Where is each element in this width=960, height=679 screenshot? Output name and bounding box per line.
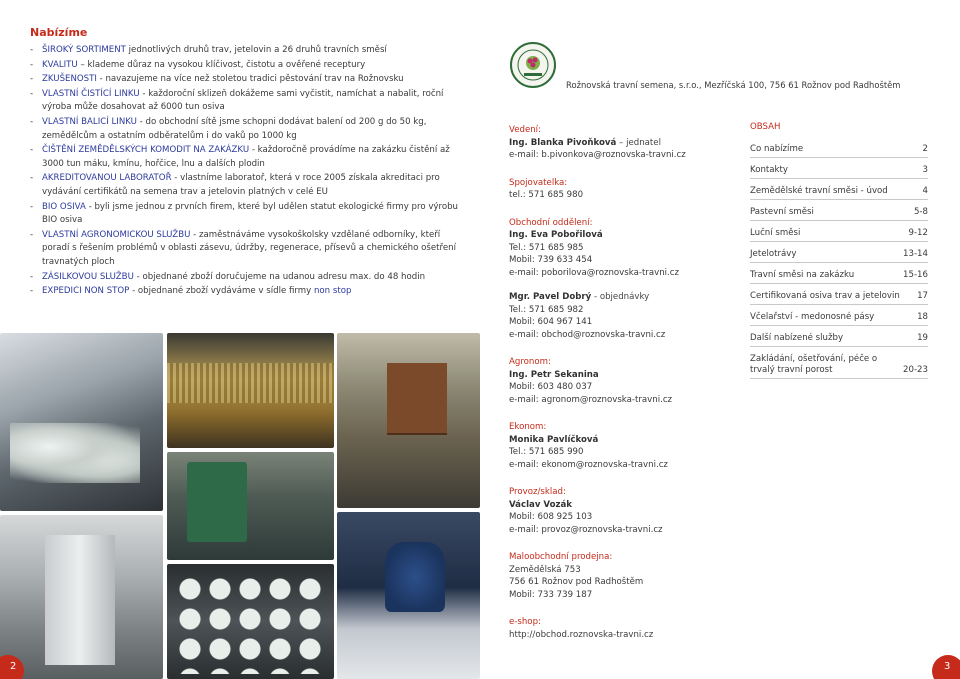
contact-label: Spojovatelka: [509, 177, 568, 188]
offer-text: jednotlivých druhů trav, jetelovin a 26 druhů travních směsí [125, 45, 387, 55]
contact-name: Mgr. Pavel Dobrý [509, 292, 592, 302]
toc-label: Zemědělské travní směsi - úvod [750, 186, 888, 196]
eshop-link[interactable]: http://obchod.roznovska-travni.cz [509, 629, 654, 640]
toc-label: Luční směsi [750, 228, 801, 238]
photo-machinery [167, 452, 334, 560]
offer-tail: non stop [313, 286, 352, 297]
contact-email[interactable]: e-mail: provoz@roznovska-travni.cz [509, 524, 663, 535]
photo-warehouse [337, 333, 480, 508]
contact-management [509, 124, 729, 162]
company-address: Rožnovská travní semena, s.r.o., Mezříčská 100, 756 61 Rožnov pod Radhoštěm [566, 80, 901, 90]
photo-worker-sacks [337, 512, 480, 679]
photo-germination-dishes [167, 564, 334, 679]
offer-key: BIO OSIVA [42, 201, 86, 212]
list-item [28, 172, 468, 199]
list-item [28, 73, 468, 87]
offer-title: Nabízíme [30, 26, 88, 39]
contact-label: e-shop: [509, 617, 541, 627]
toc-item[interactable] [750, 200, 928, 221]
offer-key: EXPEDICI NON STOP [42, 286, 130, 297]
offer-key: ZÁSILKOVOU SLUŽBU [42, 271, 134, 282]
contact-mobile: Mobil: 604 967 141 [509, 317, 593, 327]
page-number: 2 [10, 661, 17, 672]
contact-name: Ing. Blanka Pivoňková [509, 137, 617, 148]
contacts [509, 124, 729, 656]
contact-economist [509, 421, 729, 471]
offer-key: ŠIROKÝ SORTIMENT [42, 45, 126, 55]
toc-page: 5-8 [913, 207, 928, 217]
list-item [28, 88, 468, 115]
contact-eshop [509, 616, 729, 641]
list-item [28, 229, 468, 270]
contact-role: – jednatel [616, 137, 661, 148]
offer-text: - byli jsme jednou z prvních firem, které byl udělen statut ekologické firmy pro výrobu BIO osiva [42, 201, 458, 226]
offer-list [28, 44, 468, 300]
offer-key: VLASTNÍ BALICÍ LINKU [42, 116, 137, 127]
toc-item[interactable] [750, 242, 928, 263]
contact-email[interactable]: e-mail: obchod@roznovska-travni.cz [509, 329, 666, 340]
contact-name: Ing. Petr Sekanina [509, 369, 599, 380]
toc-label: Včelařství - medonosné pásy [750, 312, 875, 322]
contact-label: Provoz/sklad: [509, 487, 566, 497]
table-of-contents [750, 122, 928, 379]
offer-text: - vlastníme laboratoř, která v roce 2005 získala akreditaci pro vydávání certifikátů na semena trav a jetelovin platných v celé EU [42, 173, 440, 197]
toc-page: 18 [917, 312, 928, 322]
toc-label: Jetelotrávy [750, 249, 797, 259]
contact-phone: tel.: 571 685 980 [509, 190, 584, 200]
logo-emblem-icon [512, 44, 554, 86]
company-logo [510, 42, 556, 88]
photo-seed-trays [0, 333, 163, 511]
toc-item[interactable] [750, 263, 928, 284]
right-page [480, 0, 960, 679]
toc-page: 13-14 [903, 249, 928, 259]
list-item [28, 59, 468, 73]
toc-item[interactable] [750, 179, 928, 200]
offer-text: - objednané zboží doručujeme na udanou adresu max. do 48 hodin [133, 271, 426, 282]
offer-key: ZKUŠENOSTI [42, 74, 97, 85]
contact-label: Obchodní oddělení: [509, 217, 593, 228]
contact-warehouse [509, 486, 729, 536]
list-item [28, 271, 468, 285]
toc-item[interactable] [750, 305, 928, 326]
list-item [28, 285, 468, 299]
offer-text: - objednané zboží vydáváme v sídle firmy [129, 286, 314, 297]
contact-sales [509, 217, 729, 280]
toc-page: 2 [922, 144, 928, 154]
toc-page: 19 [917, 333, 928, 343]
toc-label: Co nabízíme [750, 144, 804, 154]
list-item [28, 116, 468, 143]
photo-packing-machine [0, 515, 163, 679]
contact-name: Monika Pavlíčková [509, 434, 599, 445]
contact-retail-shop [509, 551, 729, 601]
contact-name: Ing. Eva Pobořilová [509, 230, 603, 240]
offer-text: - každoroční sklizeň dokážeme sami vyčistit, namíchat a nabalit, roční výroba může dosahovat až 6000 tun osiva [42, 88, 444, 113]
toc-label: Travní směsi na zakázku [750, 270, 855, 280]
contact-address-line: 756 61 Rožnov pod Radhoštěm [509, 577, 644, 587]
offer-text: - do obchodní sítě jsme schopni dodávat balení od 200 g do 50 kg, zemědělcům a ostatním odběratelům i do vaků po 1000 kg [42, 116, 427, 141]
toc-label: Kontakty [750, 165, 788, 175]
offer-text: - navazujeme na více než stoletou tradici pěstování trav na Rožnovsku [96, 74, 404, 85]
contact-address-line: Zemědělská 753 [509, 564, 581, 575]
contact-mobile: Mobil: 608 925 103 [509, 512, 593, 522]
offer-key: AKREDITOVANOU LABORATOŘ [42, 173, 172, 184]
toc-title: OBSAH [750, 122, 781, 132]
photo-cleaning-line [167, 333, 334, 448]
offer-text: – klademe důraz na vysokou klíčivost, čistotu a ověřené receptury [77, 59, 366, 70]
contact-email[interactable]: e-mail: poborilova@roznovska-travni.cz [509, 267, 679, 278]
offer-text: - každoročně provádíme na zakázku čistění až 3000 tun máku, kmínu, hořčice, lnu a dalších plodin [42, 145, 450, 169]
contact-mobile: Mobil: 739 633 454 [509, 255, 593, 265]
contact-mobile: Mobil: 603 480 037 [509, 382, 593, 392]
offer-text: - zaměstnáváme vysokoškolsky vzdělané odborníky, kteří poradí s řešením problémů v oblasti zásevu, údržby, regenerace, přísevů a chemického ošetření travnatých ploch [42, 229, 456, 267]
contact-label: Vedení: [509, 125, 541, 135]
toc-item[interactable] [750, 347, 928, 379]
toc-page: 15-16 [903, 270, 928, 280]
offer-key: KVALITU [42, 59, 78, 70]
page-number: 3 [944, 661, 951, 672]
toc-page: 20-23 [903, 365, 928, 375]
offer-key: ČIŠTĚNÍ ZEMĚDĚLSKÝCH KOMODIT NA ZAKÁZKU [42, 145, 250, 156]
contact-phone: Tel.: 571 685 985 [509, 242, 584, 253]
toc-item[interactable] [750, 326, 928, 347]
contact-phone: Tel.: 571 685 990 [509, 447, 584, 457]
toc-item[interactable] [750, 158, 928, 179]
toc-page: 17 [917, 291, 928, 301]
toc-label: Další nabízené služby [750, 333, 844, 343]
toc-page: 9-12 [908, 228, 928, 238]
contact-name: Václav Vozák [509, 499, 573, 510]
list-item [28, 201, 468, 228]
contact-mobile: Mobil: 733 739 187 [509, 589, 593, 600]
offer-key: VLASTNÍ AGRONOMICKOU SLUŽBU [42, 229, 191, 240]
contact-switchboard [509, 177, 729, 202]
toc-item[interactable] [750, 284, 928, 305]
contact-label: Maloobchodní prodejna: [509, 552, 613, 562]
toc-page: 4 [922, 186, 928, 196]
contact-email[interactable]: e-mail: agronom@roznovska-travni.cz [509, 394, 673, 405]
page-number-badge [932, 655, 960, 679]
contact-label: Agronom: [509, 357, 551, 367]
contact-phone: Tel.: 571 685 982 [509, 304, 584, 315]
toc-item[interactable] [750, 138, 928, 158]
contact-email[interactable]: e-mail: ekonom@roznovska-travni.cz [509, 459, 668, 470]
toc-label: Pastevní směsi [750, 207, 814, 217]
toc-label: Zakládání, ošetřování, péče o trvalý travní porost [750, 354, 878, 375]
offer-key: VLASTNÍ ČISTÍCÍ LINKU [42, 88, 140, 99]
toc-page: 3 [922, 165, 928, 175]
list-item [28, 44, 468, 58]
toc-item[interactable] [750, 221, 928, 242]
contact-agronomist [509, 356, 729, 406]
contact-role: - objednávky [591, 292, 650, 302]
contact-label: Ekonom: [509, 422, 547, 432]
contact-email[interactable]: e-mail: b.pivonkova@roznovska-travni.cz [509, 150, 686, 160]
contact-orders [509, 291, 729, 341]
list-item [28, 144, 468, 171]
toc-label: Certifikovaná osiva trav a jetelovin [750, 291, 900, 301]
